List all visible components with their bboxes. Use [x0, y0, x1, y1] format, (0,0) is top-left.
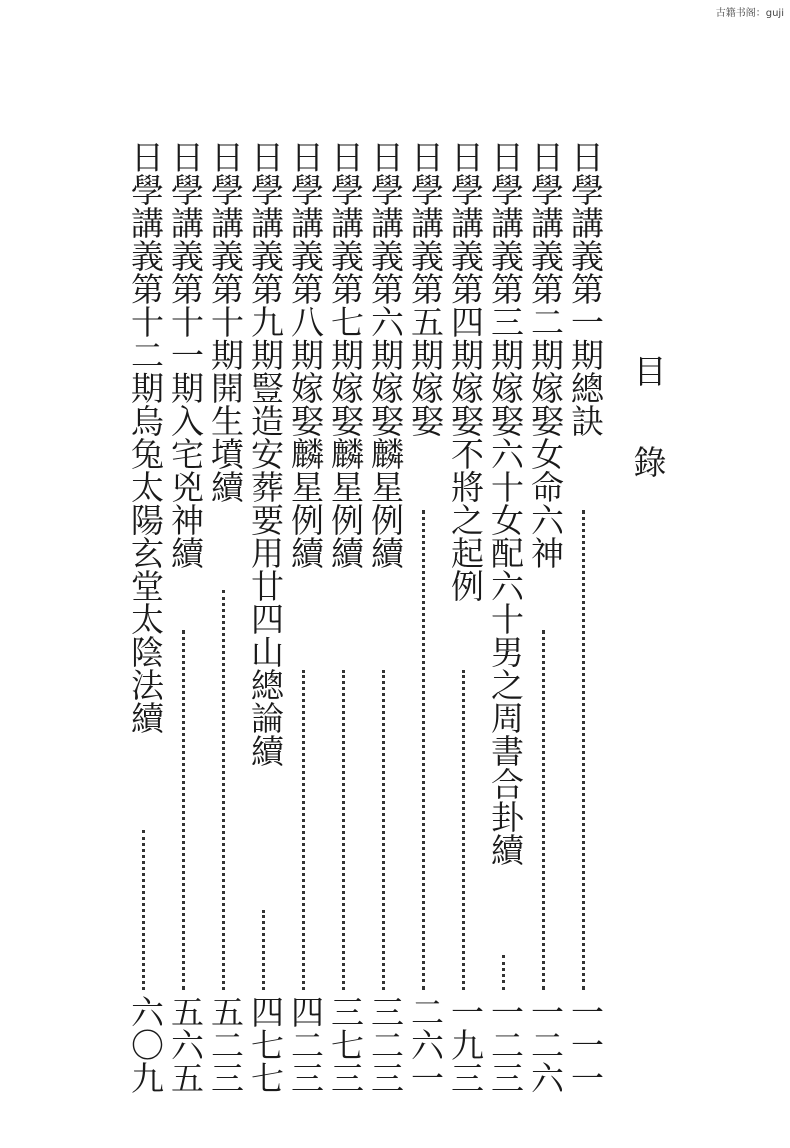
entry-title: 日學講義第六期嫁娶麟星例續 [366, 140, 405, 569]
leader-dots [182, 630, 191, 990]
toc-entry-5[interactable] [405, 140, 445, 1130]
watermark-label: 古籍书阁：guji [715, 8, 784, 19]
toc-entry-4[interactable] [445, 140, 485, 1130]
heading-char-mu: 目 [633, 352, 667, 391]
entry-title: 日學講義第八期嫁娶麟星例續 [286, 140, 325, 569]
entry-page: 一一一 [566, 995, 605, 1094]
entry-page: 五六五 [166, 995, 205, 1094]
entry-title: 日學講義第七期嫁娶麟星例續 [326, 140, 365, 569]
entry-title: 日學講義第二期嫁娶女命六神 [526, 140, 565, 569]
toc-entry-11[interactable] [165, 140, 205, 1130]
leader-dots [302, 670, 311, 990]
entry-title: 日學講義第一期總訣 [566, 140, 605, 437]
entry-title: 日學講義第十二期烏兔太陽玄堂太陰法續 [126, 140, 165, 734]
leader-dots [262, 910, 271, 990]
toc-entries [0, 140, 790, 1140]
entry-page: 五二三 [206, 995, 245, 1094]
toc-entry-3[interactable] [485, 140, 525, 1130]
entry-page: 一二六 [526, 995, 565, 1094]
leader-dots [582, 510, 591, 990]
leader-dots [142, 830, 151, 990]
entry-page: 二六一 [406, 995, 445, 1094]
leader-dots [542, 630, 551, 990]
toc-entry-10[interactable] [205, 140, 245, 1130]
entry-page: 三七三 [326, 995, 365, 1094]
leader-dots [222, 590, 231, 990]
leader-dots [342, 670, 351, 990]
heading-char-lu: 錄 [633, 443, 667, 482]
entry-page: 四二三 [286, 995, 325, 1094]
entry-title: 日學講義第十一期入宅兇神續 [166, 140, 205, 569]
entry-page: 一九三 [446, 995, 485, 1094]
leader-dots [422, 510, 431, 990]
toc-entry-6[interactable] [365, 140, 405, 1130]
toc-entry-7[interactable] [325, 140, 365, 1130]
entry-title: 日學講義第五期嫁娶 [406, 140, 445, 437]
entry-title: 日學講義第九期豎造安葬要用廿四山總論續 [246, 140, 285, 767]
entry-page: 六〇九 [126, 995, 165, 1094]
toc-entry-9[interactable] [245, 140, 285, 1130]
entry-page: 三二三 [366, 995, 405, 1094]
entry-title: 日學講義第十期開生墳續 [206, 140, 245, 503]
toc-entry-12[interactable] [125, 140, 165, 1130]
leader-dots [382, 670, 391, 990]
toc-entry-8[interactable] [285, 140, 325, 1130]
leader-dots [462, 670, 471, 990]
toc-entry-2[interactable] [525, 140, 565, 1130]
entry-page: 一二三 [486, 995, 525, 1094]
entry-title: 日學講義第三期嫁娶六十女配六十男之周書合卦續 [486, 140, 525, 866]
leader-dots [502, 955, 511, 990]
entry-title: 日學講義第四期嫁娶不將之起例 [446, 140, 485, 602]
toc-entry-1[interactable] [565, 140, 605, 1130]
entry-page: 四七七 [246, 995, 285, 1094]
